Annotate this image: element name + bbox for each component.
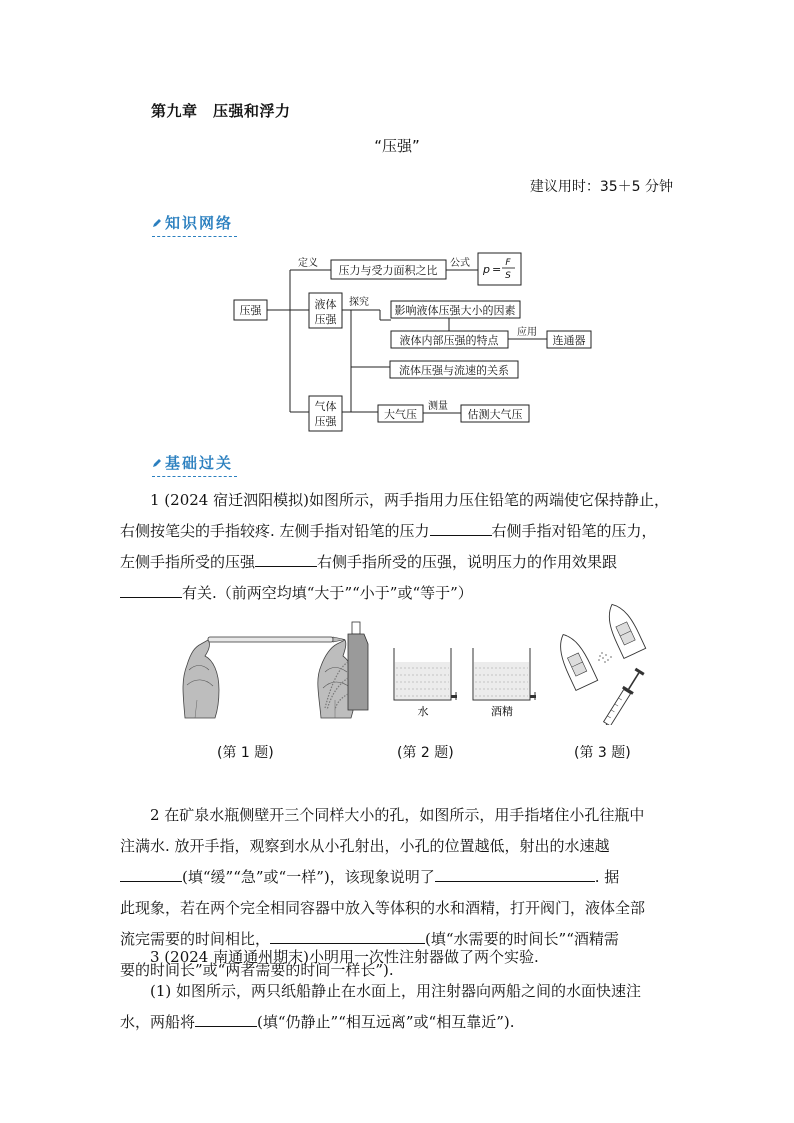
formula-p: p xyxy=(483,263,490,276)
explore-label: 探究 xyxy=(349,297,369,308)
q1-line-3b: 右侧手指所受的压强，说明压力的作用效果跟 xyxy=(317,553,618,571)
gas-label-1: 气体 xyxy=(314,400,337,413)
formula-label: 公式 xyxy=(450,258,470,269)
q1-line-2b: 右侧手指对铅笔的压力， xyxy=(491,522,657,540)
q2-line-2: 注满水. 放开手指，观察到水从小孔射出，小孔的位置越低，射出的水速越 xyxy=(120,837,610,855)
figures-row xyxy=(175,600,685,725)
measure-label: 测量 xyxy=(428,401,448,412)
question-3-part-1 xyxy=(120,976,676,1038)
q3-p1-line-1: (1) 如图所示，两只纸船静止在水面上，用注射器向两船之间的水面快速注 xyxy=(150,982,642,1000)
definition-label: 定义 xyxy=(298,258,318,269)
q2-line-6: 要的时间长”或“两者需要的时间一样长”). xyxy=(120,961,394,979)
liquid-label-2: 压强 xyxy=(314,313,337,326)
section-basics-label: 基础过关 xyxy=(165,454,234,472)
q3-p1-line-2a: 水，两船将 xyxy=(120,1013,196,1031)
figure-3-boats-syringe xyxy=(552,600,645,725)
q2-line-5b: (填“水需要的时间长”“酒精需 xyxy=(425,930,619,948)
q2-line-5a: 流完需要的时间相比， xyxy=(120,930,271,948)
q2-line-4: 此现象，若在两个完全相同容器中放入等体积的水和酒精，打开阀门，液体全部 xyxy=(120,899,646,917)
q3-intro: 3 (2024 南通通州期末)小明用一次性注射器做了两个实验. xyxy=(150,948,539,966)
question-3 xyxy=(120,942,676,973)
q2-line-3a: (填“缓”“急”或“一样”)，该现象说明了 xyxy=(182,868,435,886)
connector-text: 连通器 xyxy=(552,334,586,347)
liquid-label-1: 液体 xyxy=(314,298,337,311)
feature-text: 液体内部压强的特点 xyxy=(399,334,499,347)
q3-p1-line-2b: (填“仍静止”“相互远离”或“相互靠近”). xyxy=(257,1013,515,1031)
gas-label-2: 压强 xyxy=(314,415,337,428)
question-1 xyxy=(120,485,676,609)
estimate-text: 估测大气压 xyxy=(467,408,523,421)
answer-blank[interactable] xyxy=(120,583,182,598)
root-label: 压强 xyxy=(239,304,262,317)
figure-caption-2: (第 2 题) xyxy=(397,745,454,761)
concept-map xyxy=(225,250,605,435)
q1-line-2a: 右侧按笔尖的手指较疼. 左侧手指对铅笔的压力 xyxy=(120,522,430,540)
atmosphere-text: 大气压 xyxy=(384,408,417,421)
formula-equals: = xyxy=(492,263,502,276)
pencil-icon xyxy=(152,458,162,468)
alcohol-label: 酒精 xyxy=(491,705,513,718)
section-network-label: 知识网络 xyxy=(165,214,234,232)
flow-text: 流体压强与流速的关系 xyxy=(399,364,509,377)
chapter-title: 第九章 压强和浮力 xyxy=(151,102,291,120)
answer-blank[interactable] xyxy=(195,1012,257,1027)
q2-line-1: 2 在矿泉水瓶侧壁开三个同样大小的孔，如图所示，用手指堵住小孔往瓶中 xyxy=(150,806,645,824)
figure-2-containers xyxy=(394,648,536,718)
q1-line-3a: 左侧手指所受的压强 xyxy=(120,553,256,571)
apply-label: 应用 xyxy=(517,327,537,338)
formula-S: S xyxy=(505,271,511,281)
q1-line-1: 1 (2024 宿迁泗阳模拟)如图所示，两手指用力压住铅笔的两端使它保持静止， xyxy=(150,491,669,509)
answer-blank[interactable] xyxy=(120,867,182,882)
answer-blank[interactable] xyxy=(435,867,595,882)
pencil-icon xyxy=(152,218,162,228)
factor-text: 影响液体压强大小的因素 xyxy=(394,304,516,317)
figure-caption-3: (第 3 题) xyxy=(574,745,631,761)
formula-F: F xyxy=(505,258,511,268)
answer-blank[interactable] xyxy=(255,552,317,567)
section-heading-network xyxy=(152,212,233,233)
q2-line-3b: . 据 xyxy=(594,868,620,886)
suggested-time: 建议用时：35＋5 分钟 xyxy=(529,179,673,195)
section-heading-basics xyxy=(152,452,233,473)
definition-text: 压力与受力面积之比 xyxy=(338,264,438,277)
figure-caption-1: (第 1 题) xyxy=(217,745,274,761)
page-title: “压强” xyxy=(374,137,420,155)
water-label: 水 xyxy=(417,705,429,718)
figure-1-hands-pencil xyxy=(183,637,355,718)
q1-line-4b: 有关.（前两空均填“大于”“小于”或“等于”） xyxy=(182,584,473,602)
answer-blank[interactable] xyxy=(430,521,492,536)
